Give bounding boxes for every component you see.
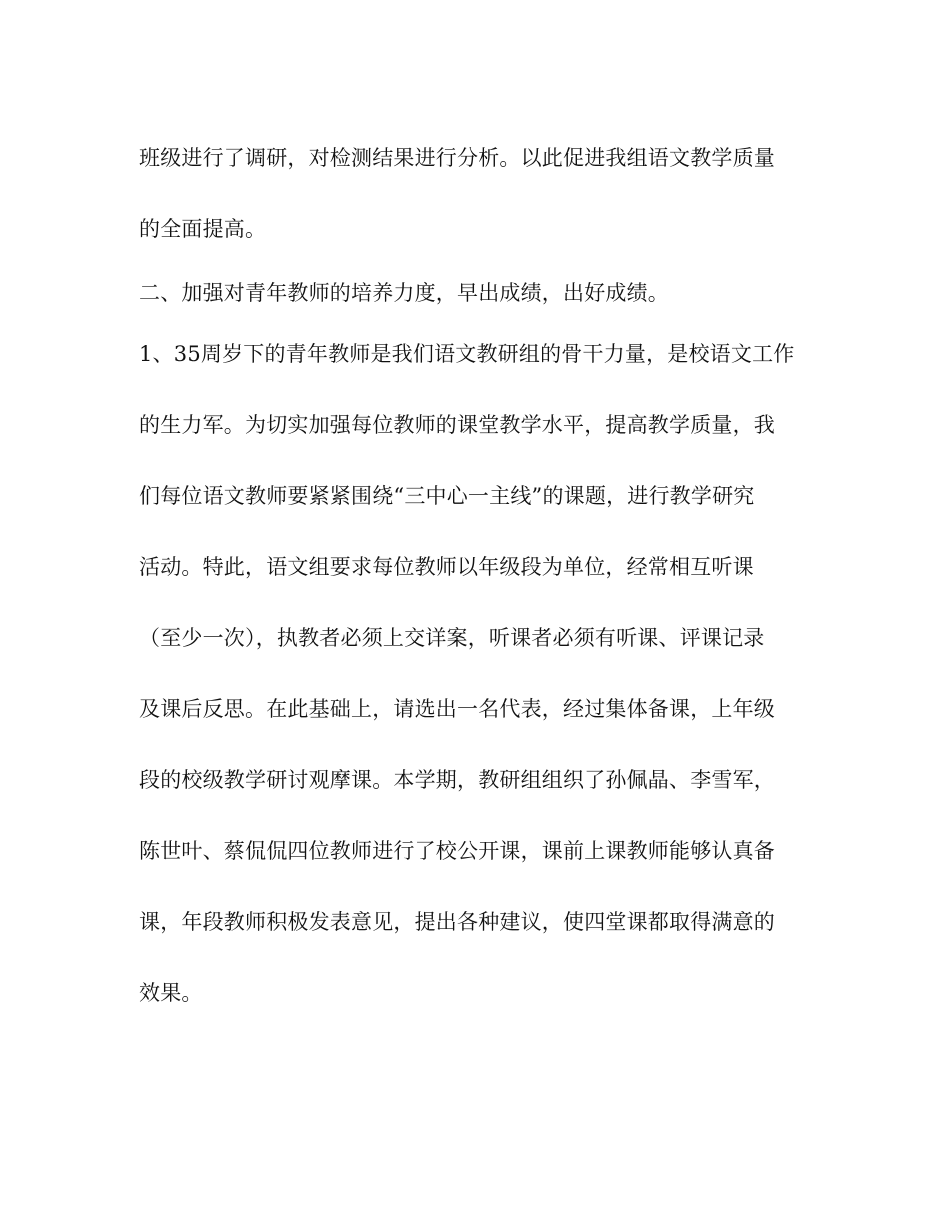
- section-heading: 二、加强对青年教师的培养力度，早出成绩，出好成绩。: [139, 281, 669, 305]
- text-line-4: 1、35周岁下的青年教师是我们语文教研组的骨干力量，是校语文工作: [139, 342, 795, 366]
- text-line-13: 效果。: [139, 981, 203, 1005]
- text-line-8: （至少一次），执教者必须上交详案，听课者必须有听课、评课记录: [139, 626, 765, 650]
- text-line-9: 及课后反思。在此基础上，请选出一名代表，经过集体备课，上年级: [139, 697, 775, 721]
- text-line-1: 班级进行了调研，对检测结果进行分析。以此促进我组语文教学质量: [139, 146, 775, 170]
- text-line-11: 陈世叶、蔡侃侃四位教师进行了校公开课，课前上课教师能够认真备: [139, 839, 775, 863]
- text-line-2: 的全面提高。: [139, 217, 267, 241]
- text-line-7: 活动。特此，语文组要求每位教师以年级段为单位，经常相互听课: [139, 555, 754, 579]
- text-line-6: 们每位语文教师要紧紧围绕“三中心一主线”的课题，进行教学研究: [139, 484, 755, 508]
- text-line-10: 段的校级教学研讨观摩课。本学期，教研组组织了孙佩晶、李雪军，: [139, 768, 775, 792]
- text-line-5: 的生力军。为切实加强每位教师的课堂教学水平，提高教学质量，我: [139, 413, 775, 437]
- text-line-12: 课，年段教师积极发表意见，提出各种建议，使四堂课都取得满意的: [139, 910, 775, 934]
